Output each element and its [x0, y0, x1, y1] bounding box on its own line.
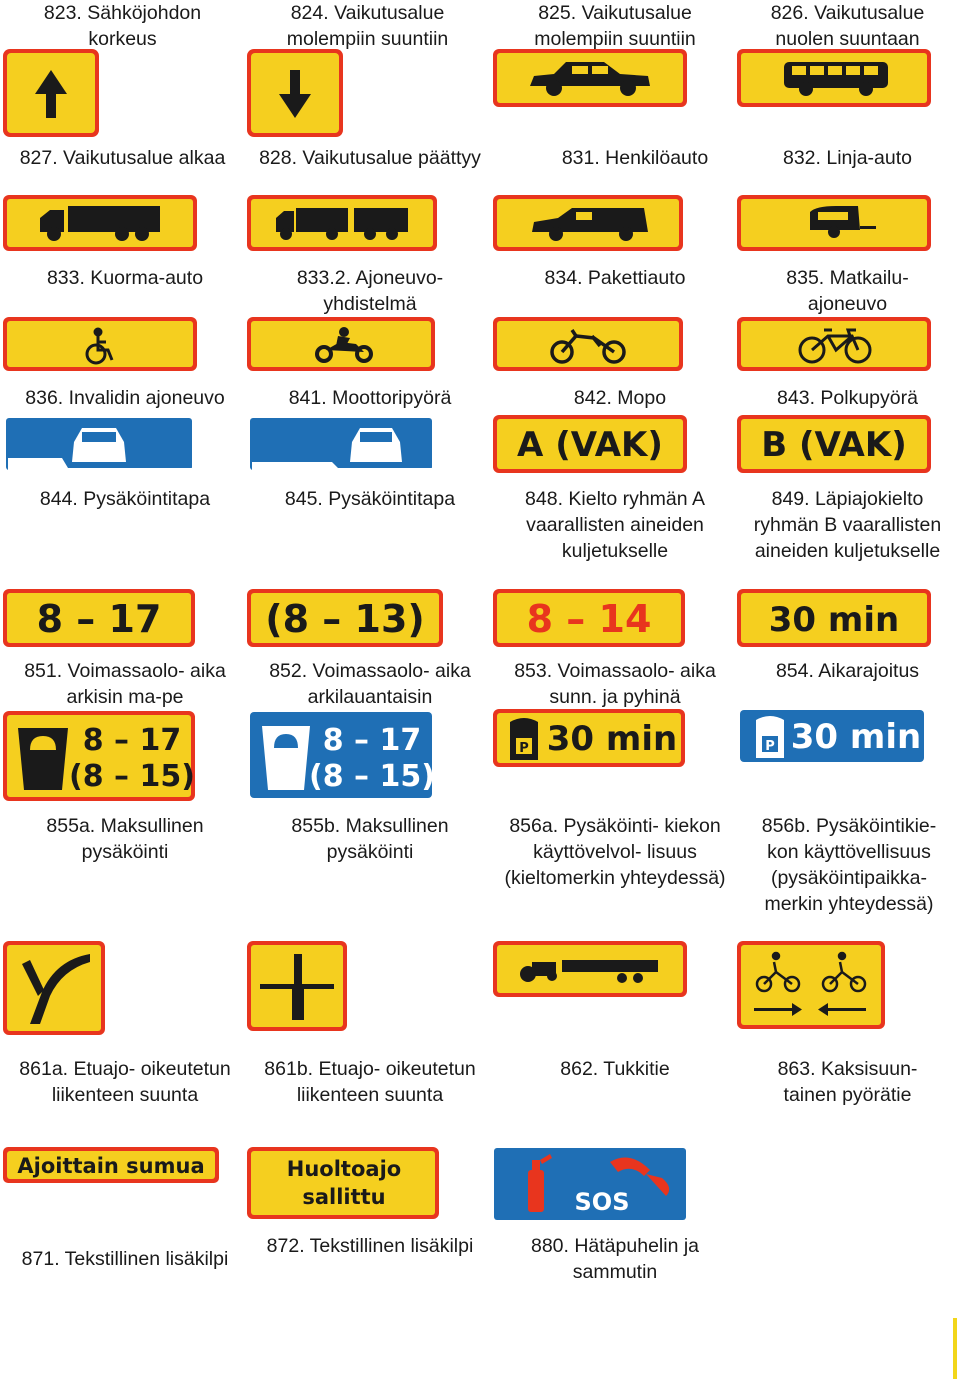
sign-862-log-road: [492, 940, 688, 998]
sign-861a-priority-direction: [2, 940, 106, 1036]
text-872-line1: Huoltoajo: [286, 1157, 402, 1181]
vak-a-text: A (VAK): [517, 425, 663, 465]
caption-861a: 861a. Etuajo- oikeutetun liikenteen suunta: [19, 1058, 231, 1106]
time-855a-line1: 8 – 17: [82, 723, 182, 758]
caption-852: 852. Voimassaolo- aika arkilauantaisin: [269, 660, 471, 708]
sos-text: SOS: [574, 1188, 630, 1216]
time-856a-text: 30 min: [546, 719, 678, 759]
caption-836: 836. Invalidin ajoneuvo: [25, 387, 225, 409]
caption-853: 853. Voimassaolo- aika sunn. ja pyhinä: [514, 660, 716, 708]
sign-861b-priority-direction: [246, 940, 348, 1032]
caption-831: 831. Henkilöauto: [561, 147, 709, 169]
sign-854-time-limit: [736, 588, 932, 648]
caption-828: 828. Vaikutusalue päättyy: [259, 147, 481, 169]
text-871: Ajoittain sumua: [17, 1154, 205, 1178]
caption-823: 823. Sähköjohdon korkeus: [43, 2, 202, 50]
sign-823-arrow-up: [2, 48, 100, 138]
sign-825-car: [492, 48, 688, 108]
text-872-line2: sallittu: [302, 1185, 386, 1209]
caption-849: 849. Läpiajokielto ryhmän B vaarallisten aineiden kuljetukselle: [753, 488, 942, 562]
caption-856a: 856a. Pysäköinti- kiekon käyttövelvol- lisuus (kieltomerkin yhteydessä): [504, 815, 726, 889]
time-856b-text: 30 min: [790, 717, 922, 757]
sign-842-moped: [492, 316, 684, 372]
time-854-text: 30 min: [768, 600, 900, 640]
caption-854: 854. Aikarajoitus: [775, 660, 920, 682]
caption-851: 851. Voimassaolo- aika arkisin ma-pe: [24, 660, 226, 708]
caption-844: 844. Pysäköintitapa: [39, 488, 211, 510]
sign-835-caravan: [736, 194, 932, 252]
sign-845-parking-method: [246, 414, 436, 474]
caption-856b: 856b. Pysäköintikie- kon käyttövellisuus (pysäköintipaikka- merkin yhteydessä): [761, 815, 937, 915]
parking-disc-icon: [510, 718, 538, 760]
sign-856b-parking-disc: [736, 706, 928, 766]
time-855b-line2: (8 – 15): [309, 759, 435, 794]
parking-disc-icon: [756, 716, 784, 758]
sign-833-truck: [2, 194, 198, 252]
caption-845: 845. Pysäköintitapa: [284, 488, 456, 510]
caption-880: 880. Hätäpuhelin ja sammutin: [530, 1235, 700, 1283]
caption-826: 826. Vaikutusalue nuolen suuntaan: [770, 2, 925, 50]
sign-853-sundays: [492, 588, 686, 648]
caption-824: 824. Vaikutusalue molempiin suuntiin: [286, 2, 449, 50]
sign-855b-paid-parking: [246, 708, 436, 802]
sign-843-bicycle: [736, 316, 932, 372]
caption-835: 835. Matkailu- ajoneuvo: [786, 267, 909, 315]
sign-844-parking-method: [2, 414, 196, 474]
sign-880-emergency-phone: [490, 1144, 690, 1224]
caption-827: 827. Vaikutusalue alkaa: [19, 147, 226, 169]
parking-meter-icon: [262, 726, 310, 790]
caption-871: 871. Tekstillinen lisäkilpi: [21, 1248, 229, 1270]
caption-855a: 855a. Maksullinen pysäköinti: [46, 815, 204, 863]
time-855a-line2: (8 – 15): [69, 759, 195, 794]
sign-849-vak-b: [736, 414, 932, 474]
parking-meter-icon: [18, 728, 68, 790]
time-855b-line1: 8 – 17: [322, 723, 422, 758]
caption-861b: 861b. Etuajo- oikeutetun liikenteen suunta: [264, 1058, 476, 1106]
sign-841-motorcycle: [246, 316, 436, 372]
sign-834-van: [492, 194, 684, 252]
sign-8332-vehicle-combination: [246, 194, 438, 252]
vak-b-text: B (VAK): [761, 425, 907, 465]
parking-p-text: P: [765, 739, 775, 754]
time-853-text: 8 – 14: [526, 597, 652, 641]
sign-824-arrow-down: [246, 48, 344, 138]
caption-841: 841. Moottoripyörä: [288, 387, 452, 409]
parking-p-text: P: [519, 741, 529, 756]
caption-834: 834. Pakettiauto: [544, 267, 686, 289]
sign-826-bus: [736, 48, 932, 108]
sign-855a-paid-parking: [2, 710, 196, 802]
sign-856a-parking-disc: [492, 708, 686, 768]
caption-8332: 833.2. Ajoneuvo- yhdistelmä: [296, 267, 444, 315]
sign-848-vak-a: [492, 414, 688, 474]
sign-872-text-plate: [246, 1146, 440, 1220]
caption-848: 848. Kielto ryhmän A vaarallisten aineiden kuljetukselle: [525, 488, 705, 562]
page-edge-mark: [953, 1318, 957, 1379]
caption-862: 862. Tukkitie: [560, 1058, 670, 1080]
sign-871-text-plate: [2, 1146, 220, 1184]
sign-836-invalid: [2, 316, 198, 372]
caption-825: 825. Vaikutusalue molempiin suuntiin: [534, 2, 696, 50]
caption-842: 842. Mopo: [573, 387, 667, 409]
caption-872: 872. Tekstillinen lisäkilpi: [266, 1235, 474, 1257]
caption-863: 863. Kaksisuun- tainen pyörätie: [777, 1058, 918, 1106]
caption-833: 833. Kuorma-auto: [46, 267, 204, 289]
sign-863-two-way-cycle-path: [736, 940, 886, 1030]
caption-832: 832. Linja-auto: [782, 147, 913, 169]
sign-852-saturdays: [246, 588, 444, 648]
time-852-text: (8 – 13): [265, 597, 425, 641]
sign-851-weekdays: [2, 588, 196, 648]
time-851-text: 8 – 17: [36, 597, 162, 641]
caption-843: 843. Polkupyörä: [777, 387, 918, 409]
caption-855b: 855b. Maksullinen pysäköinti: [291, 815, 449, 863]
